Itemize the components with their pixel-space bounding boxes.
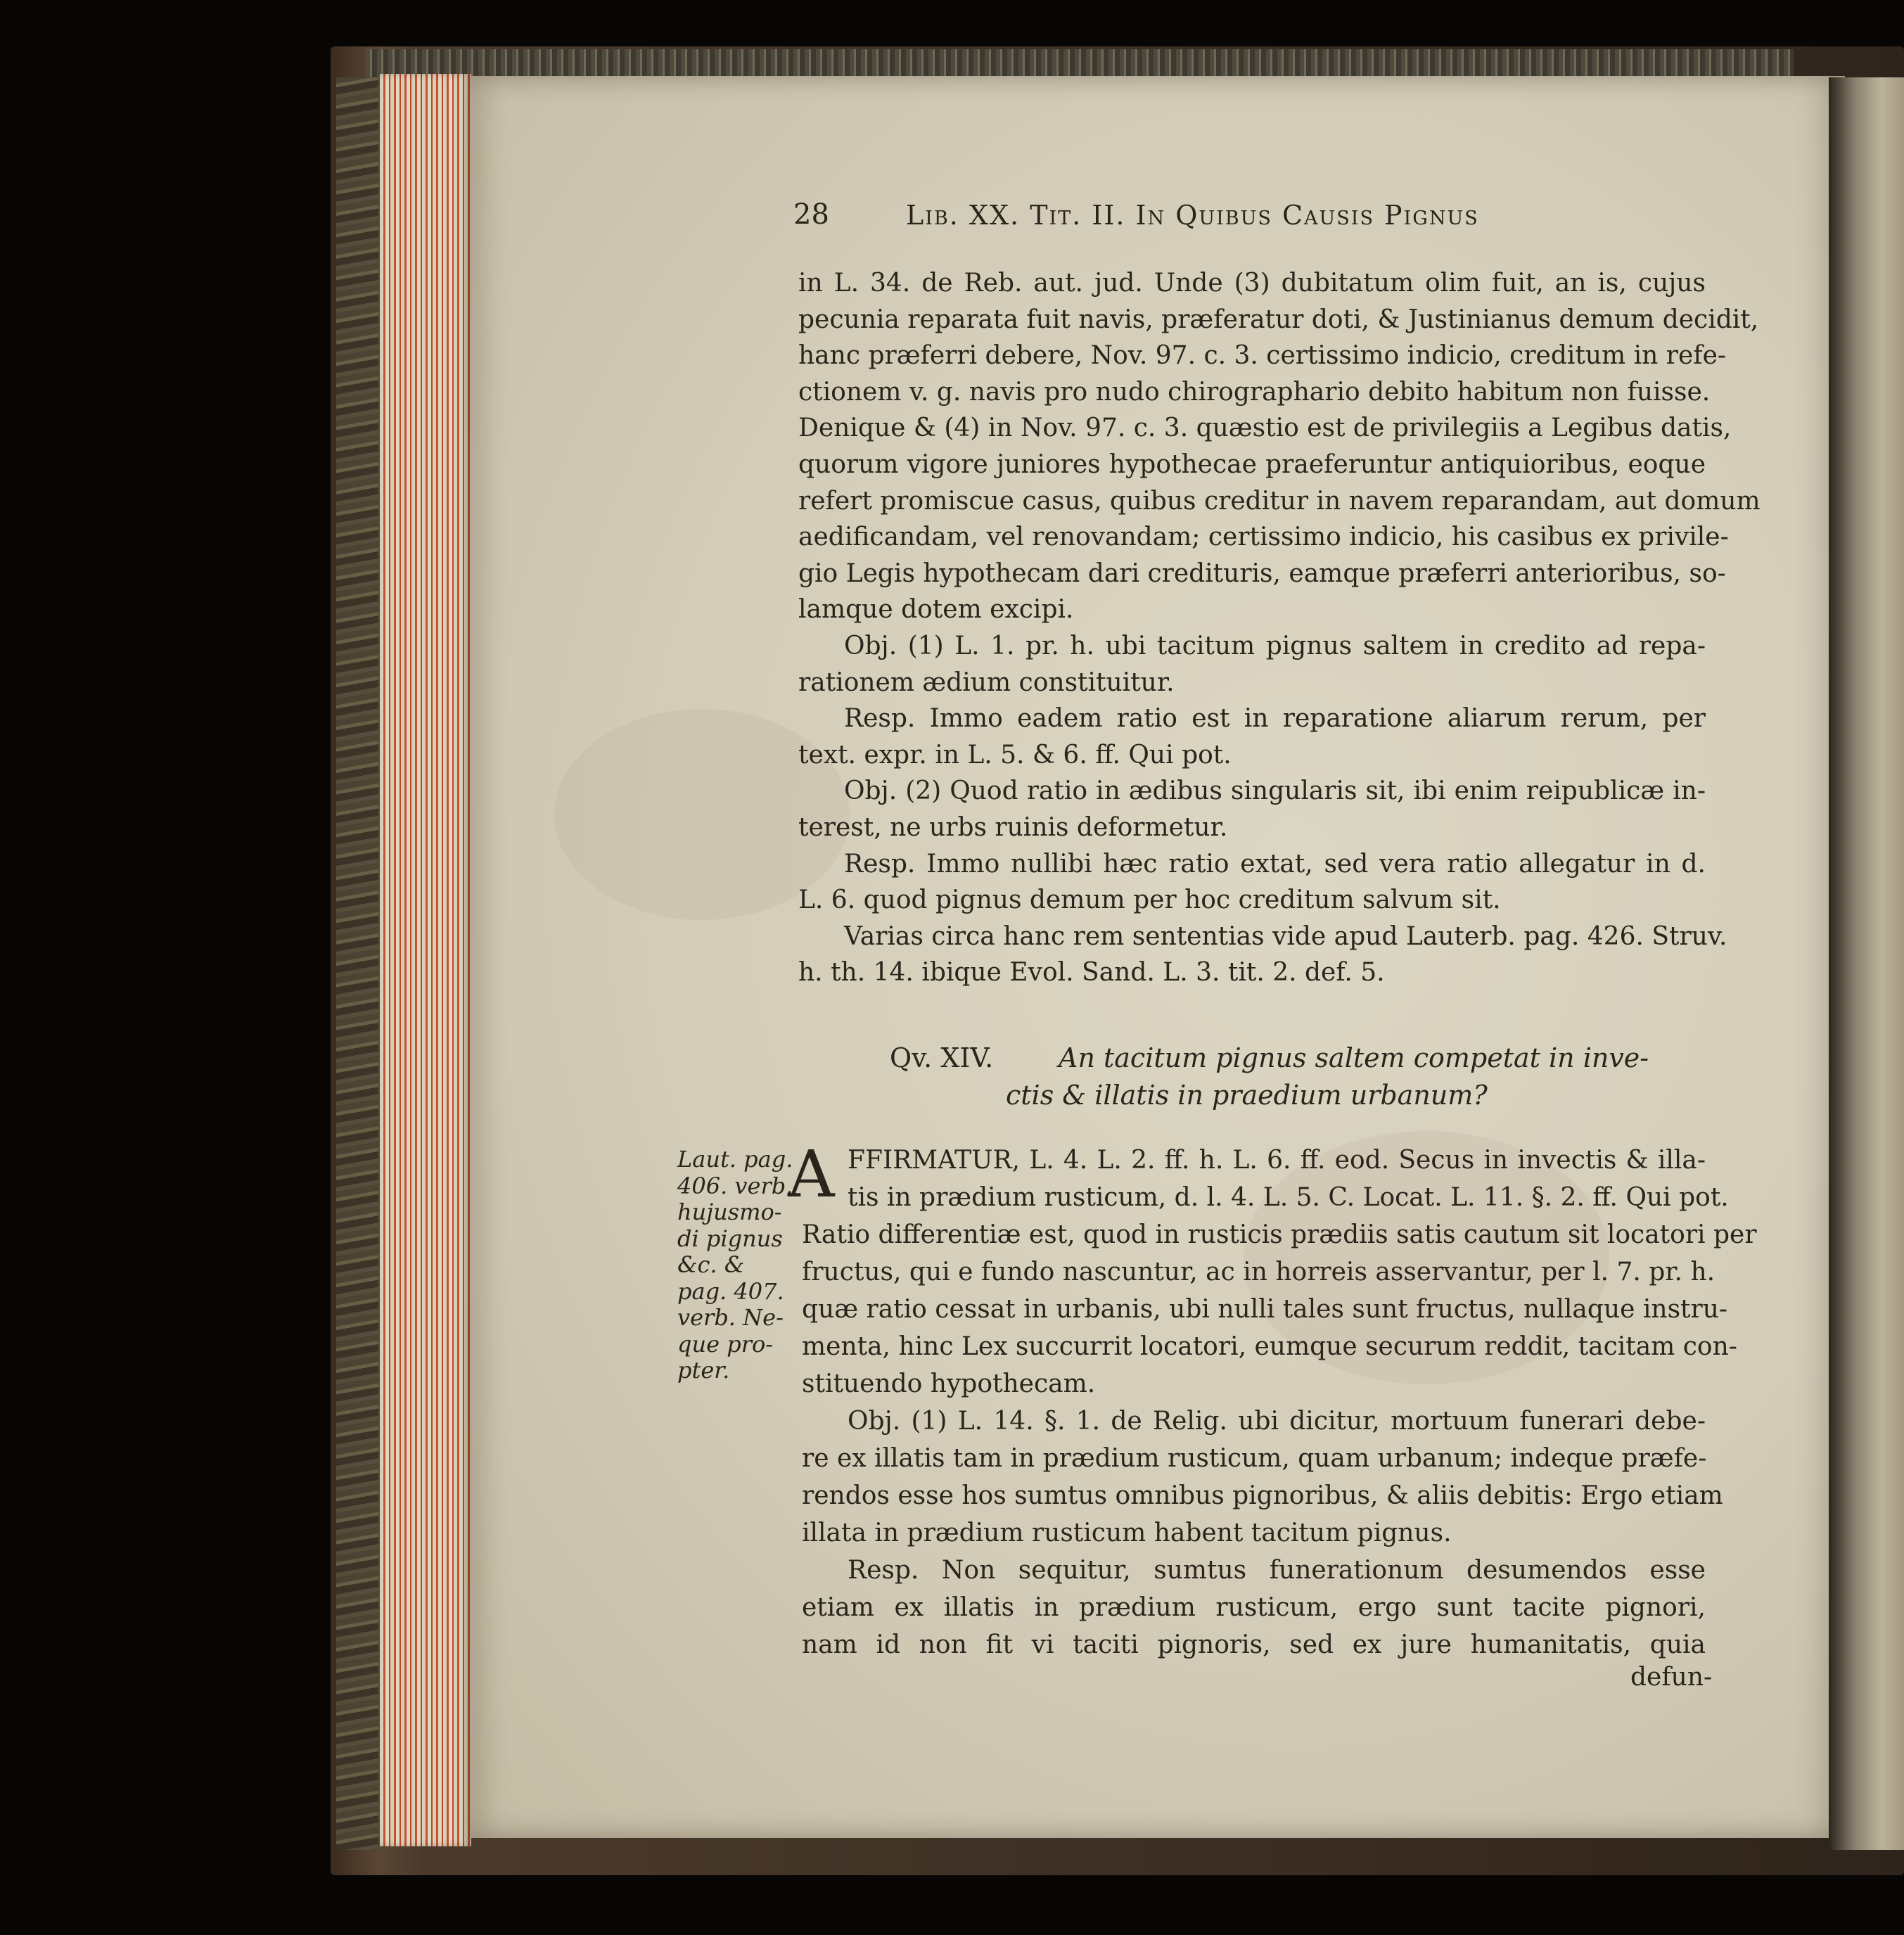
answer-line: fructus, qui e fundo nascuntur, ac in horreis asservantur, per l. 7. pr. h.: [802, 1258, 1715, 1286]
margin-note-line: pag. 407.: [677, 1277, 784, 1305]
drop-capital: A: [788, 1137, 835, 1212]
answer-line: FFIRMATUR, L. 4. L. 2. ff. h. L. 6. ff. eod. Secus in invectis & illa-: [848, 1146, 1706, 1175]
question-number: Qv. XIV.: [890, 1042, 994, 1073]
book-gutter: [1829, 77, 1904, 1850]
body-line: Varias circa hanc rem sententias vide apud Lauterb. pag. 426. Struv.: [844, 921, 1727, 951]
page-number: 28: [793, 198, 829, 231]
question-title-line-2: ctis & illatis in praedium urbanum?: [1006, 1080, 1488, 1111]
answer-line: quæ ratio cessat in urbanis, ubi nulli tales sunt fructus, nullaque instru-: [802, 1295, 1728, 1324]
answer-line: Obj. (1) L. 14. §. 1. de Relig. ubi dicitur, mortuum funerari debe-: [848, 1407, 1706, 1436]
marbled-cover-edge: [336, 77, 378, 1850]
margin-note-line: hujusmo-: [677, 1199, 782, 1225]
answer-line: tis in prædium rusticum, d. l. 4. L. 5. C. Locat. L. 11. §. 2. ff. Qui pot.: [848, 1183, 1729, 1212]
margin-note-line: di pignus: [677, 1225, 783, 1252]
body-line: Denique & (4) in Nov. 97. c. 3. quæstio est de privilegiis a Legibus datis,: [798, 414, 1732, 443]
margin-note-line: pter.: [677, 1357, 730, 1384]
body-line: text. expr. in L. 5. & 6. ff. Qui pot.: [798, 740, 1232, 769]
body-line: lamque dotem excipi.: [798, 595, 1074, 625]
body-line: in L. 34. de Reb. aut. jud. Unde (3) dubitatum olim fuit, an is, cujus: [798, 269, 1706, 298]
margin-note-line: verb. Ne-: [677, 1304, 784, 1331]
answer-line: nam id non fit vi taciti pignoris, sed ex jure humanitatis, quia: [802, 1630, 1706, 1659]
body-line: Resp. Immo eadem ratio est in reparatione aliarum rerum, per: [844, 704, 1706, 734]
body-line: aedificandam, vel renovandam; certissimo indicio, his casibus ex privile-: [798, 523, 1729, 552]
answer-line: etiam ex illatis in prædium rusticum, ergo sunt tacite pignori,: [802, 1593, 1706, 1622]
margin-note-line: &c. &: [677, 1251, 745, 1278]
catchword: defun-: [1630, 1663, 1713, 1692]
answer-line: Resp. Non sequitur, sumtus funerationum desumendos esse: [848, 1556, 1706, 1585]
body-line: refert promiscue casus, quibus creditur in navem reparandam, aut domum: [798, 486, 1761, 516]
body-line: Obj. (2) Quod ratio in ædibus singularis sit, ibi enim reipublicæ in-: [844, 777, 1706, 806]
body-line: Resp. Immo nullibi hæc ratio extat, sed vera ratio allegatur in d.: [844, 849, 1706, 879]
body-line: hanc præferri debere, Nov. 97. c. 3. certissimo indicio, creditum in refe-: [798, 341, 1727, 371]
margin-note-line: Laut. pag.: [677, 1146, 793, 1173]
running-head-title: Lib. XX. Tit. II. In Quibus Causis Pignus: [906, 200, 1479, 231]
answer-line: Ratio differentiæ est, quod in rusticis prædiis satis cautum sit locatori per: [802, 1220, 1757, 1249]
answer-line: re ex illatis tam in prædium rusticum, quam urbanum; indeque præfe-: [802, 1444, 1707, 1473]
body-line: h. th. 14. ibique Evol. Sand. L. 3. tit. 2. def. 5.: [798, 958, 1385, 988]
body-line: terest, ne urbs ruinis deformetur.: [798, 813, 1228, 842]
body-line: L. 6. quod pignus demum per hoc creditum salvum sit.: [798, 886, 1501, 915]
red-page-edges: [380, 74, 471, 1846]
body-line: quorum vigore juniores hypothecae praeferuntur antiquioribus, eoque: [798, 450, 1706, 479]
margin-note-line: que pro-: [677, 1330, 774, 1358]
body-line: ctionem v. g. navis pro nudo chirographario debito habitum non fuisse.: [798, 377, 1711, 407]
body-line: rationem ædium constituitur.: [798, 668, 1175, 697]
body-line: gio Legis hypothecam dari credituris, eamque præferri anterioribus, so-: [798, 558, 1726, 588]
answer-line: stituendo hypothecam.: [802, 1369, 1096, 1398]
answer-line: illata in prædium rusticum habent tacitum pignus.: [802, 1519, 1452, 1547]
book-top-edge: [366, 49, 1794, 77]
question-title-line-1: An tacitum pignus saltem competat in inve-: [1059, 1042, 1649, 1073]
body-line: Obj. (1) L. 1. pr. h. ubi tacitum pignus saltem in credito ad repa-: [844, 632, 1706, 660]
answer-line: rendos esse hos sumtus omnibus pignoribus, & aliis debitis: Ergo etiam: [802, 1481, 1723, 1510]
answer-line: menta, hinc Lex succurrit locatori, eumque securum reddit, tacitam con-: [802, 1332, 1737, 1361]
body-line: pecunia reparata fuit navis, præferatur doti, & Justinianus demum decidit,: [798, 305, 1759, 334]
margin-note-line: 406. verb.: [677, 1172, 793, 1199]
